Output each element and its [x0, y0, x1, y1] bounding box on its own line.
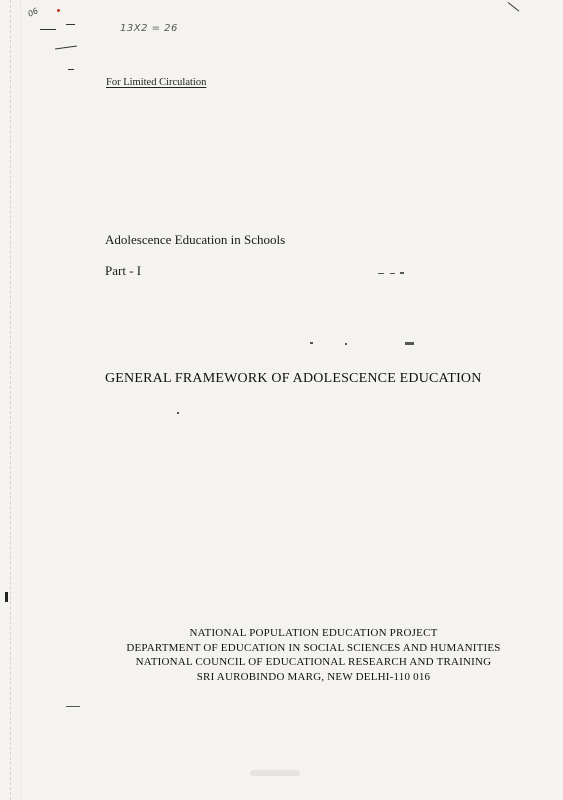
binding-edge-inner: [20, 0, 22, 800]
circulation-note: For Limited Circulation: [106, 77, 207, 88]
publisher-department: DEPARTMENT OF EDUCATION IN SOCIAL SCIENCES AND HUMANITIES: [126, 641, 501, 654]
handwritten-note: 13X2 = 26: [120, 23, 178, 34]
document-subtitle: Adolescence Education in Schools: [105, 232, 286, 247]
corner-pen-tick: [508, 2, 520, 11]
scan-speck: [66, 706, 80, 707]
document-title: GENERAL FRAMEWORK OF ADOLESCENCE EDUCATION: [105, 371, 482, 386]
scan-speck: [390, 273, 395, 274]
publisher-project: NATIONAL POPULATION EDUCATION PROJECT: [189, 627, 438, 639]
publisher-council: NATIONAL COUNCIL OF EDUCATIONAL RESEARCH AND TRAINING: [135, 656, 492, 668]
publisher-block: [100, 626, 527, 684]
pen-stroke: [68, 69, 74, 70]
pen-stroke: [55, 45, 77, 49]
pen-stroke: [66, 24, 75, 25]
scan-smudge: [250, 770, 300, 776]
scan-speck: [310, 342, 313, 344]
red-ink-dot: [57, 9, 60, 12]
scan-speck: [378, 273, 384, 274]
binding-edge: [10, 0, 13, 800]
document-part: Part - I: [105, 263, 142, 278]
scan-speck: [345, 343, 347, 345]
scan-speck: [5, 592, 8, 602]
publisher-address: SRI AUROBINDO MARG, NEW DELHI-110 016: [196, 670, 431, 683]
pen-stroke: [40, 29, 56, 30]
scan-speck: [400, 272, 404, 274]
scan-speck: [405, 342, 414, 345]
corner-handwritten-mark: 06: [26, 6, 40, 19]
scan-speck: [177, 412, 179, 414]
